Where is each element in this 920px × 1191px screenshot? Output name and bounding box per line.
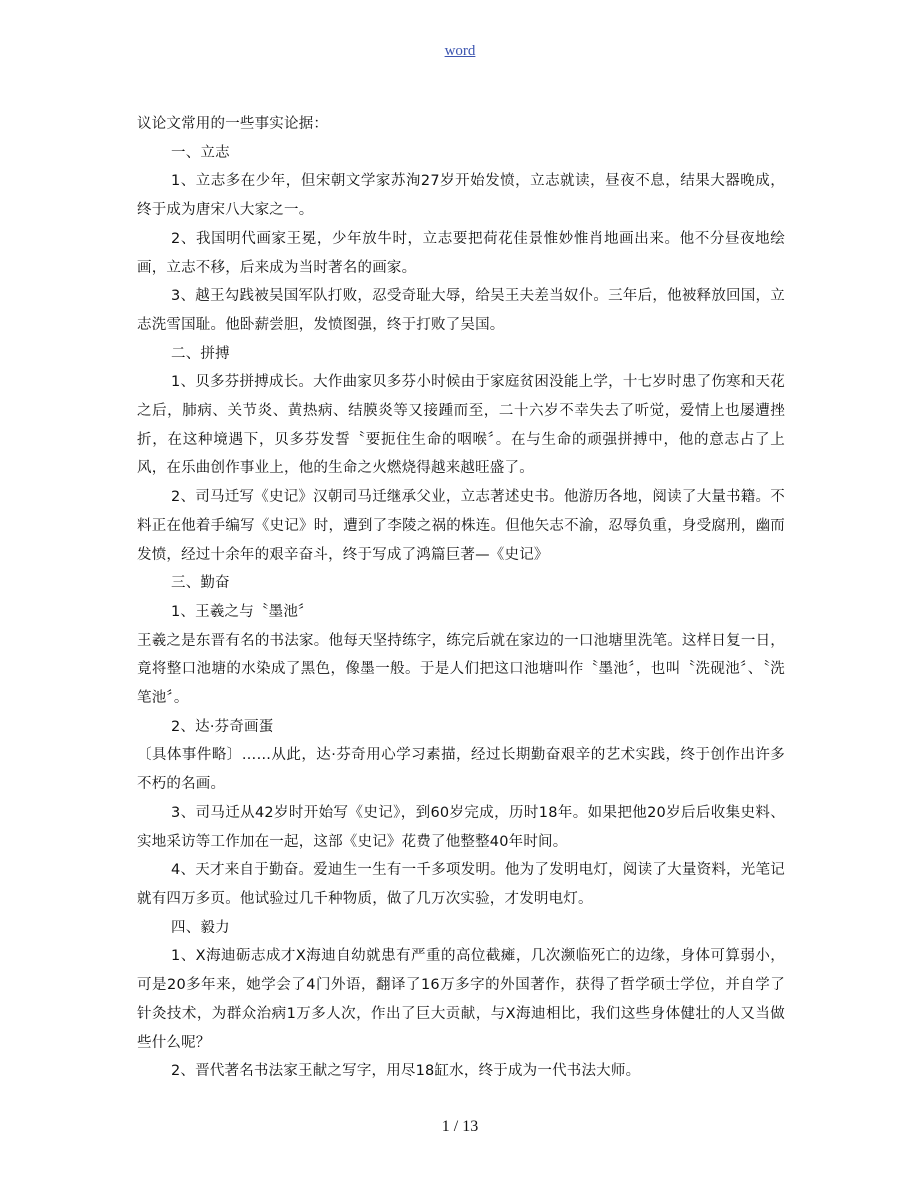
paragraph: 2、司马迁写《史记》汉朝司马迁继承父业，立志著述史书。他游历各地，阅读了大量书籍。不料正在他着手编写《史记》时，遭到了李陵之祸的株连。但他矢志不渝，忍辱负重，身受腐刑，幽而发愤，经过十余年的艰辛奋斗，终于写成了鸿篇巨著—《史记》 [137,489,785,563]
section-heading: 一、立志 [171,144,230,161]
section-heading: 四、毅力 [171,919,230,936]
paragraph: 2、晋代著名书法家王献之写字，用尽18缸水，终于成为一代书法大师。 [171,1063,641,1080]
document-body [137,110,785,1086]
page-header [0,40,920,60]
page-number: 1 / 13 [441,1118,479,1135]
paragraph: 1、X海迪砺志成才X海迪自幼就患有严重的高位截瘫，几次濒临死亡的边缘，身体可算弱小，可是20多年来，她学会了4门外语，翻译了16万多字的外国著作，获得了哲学硕士学位，并自学了针灸技术，为群众治病1万多人次，作出了巨大贡献，与X海迪相比，我们这些身体健壮的人又当做些什么呢？ [137,948,785,1051]
intro-line: 议论文常用的一些事实论据： [137,116,329,132]
paragraph: 1、贝多芬拼搏成长。大作曲家贝多芬小时候由于家庭贫困没能上学，十七岁时患了伤寒和天花之后，肺病、关节炎、黄热病、结膜炎等又接踵而至，二十六岁不幸失去了听觉，爱情上也屡遭挫折，在这种境遇下，贝多芬发誓〝要扼住生命的咽喉〞。在与生命的顽强拼搏中，他的意志占了上风，在乐曲创作事业上，他的生命之火燃烧得越来越旺盛了。 [137,374,785,477]
paragraph: 4、天才来自于勤奋。爱迪生一生有一千多项发明。他为了发明电灯，阅读了大量资料，光笔记就有四万多页。他试验过几千种物质，做了几万次实验，才发明电灯。 [137,862,785,907]
section-heading: 二、拼搏 [171,345,230,362]
paragraph: 2、我国明代画家王冕，少年放牛时，立志要把荷花佳景惟妙惟肖地画出来。他不分昼夜地绘画，立志不移，后来成为当时著名的画家。 [137,230,785,276]
sub-heading: 1、王羲之与〝墨池〞 [171,603,313,620]
sub-heading: 2、达·芬奇画蛋 [171,718,274,735]
paragraph: 王羲之是东晋有名的书法家。他每天坚持练字，练完后就在家边的一口池塘里洗笔。这样日复一日，竟将整口池塘的水染成了黑色，像墨一般。于是人们把这口池塘叫作〝墨池〞，也叫〝洗砚池〞、〝洗笔池〞。 [137,632,785,707]
paragraph: 3、越王勾践被吴国军队打败，忍受奇耻大辱，给吴王夫差当奴仆。三年后，他被释放回国，立志洗雪国耻。他卧薪尝胆，发愤图强，终于打败了吴国。 [137,288,785,333]
paragraph: 3、司马迁从42岁时开始写《史记》，到60岁完成，历时18年。如果把他20岁后后收集史料、实地采访等工作加在一起，这部《史记》花费了他整整40年时间。 [137,804,785,850]
section-heading: 三、勤奋 [171,575,230,592]
paragraph: 〔具体事件略〕……从此，达·芬奇用心学习素描，经过长期勤奋艰辛的艺术实践，终于创作出许多不朽的名画。 [137,747,785,793]
header-word-link[interactable]: word [444,43,476,59]
paragraph: 1、立志多在少年，但宋朝文学家苏洵27岁开始发愤，立志就读，昼夜不息，结果大器晚成，终于成为唐宋八大家之一。 [137,173,785,219]
